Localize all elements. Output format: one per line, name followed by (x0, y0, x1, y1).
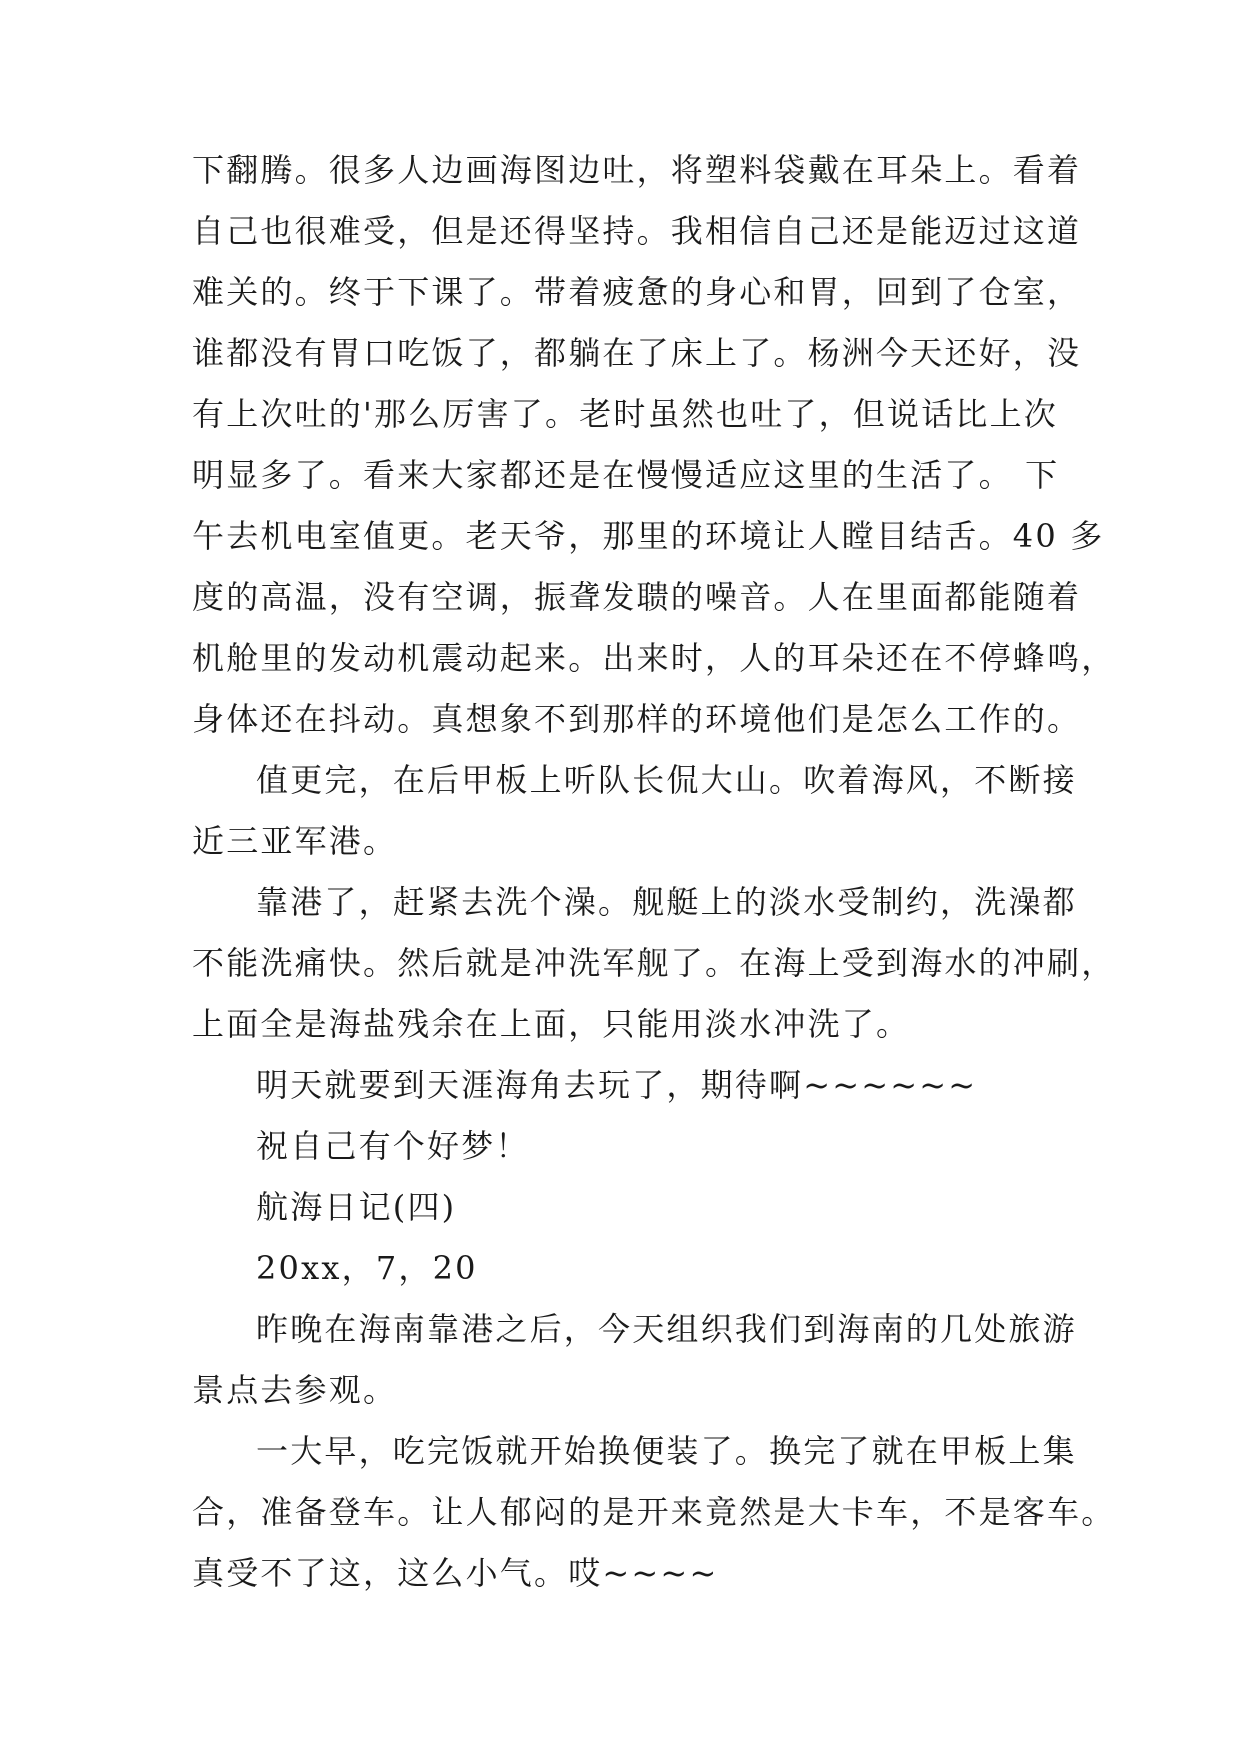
paragraph-start-line: 昨晚在海南靠港之后，今天组织我们到海南的几处旅游 (256, 1310, 1077, 1348)
diary-heading: 航海日记(四) (256, 1188, 457, 1226)
text-line: 午去机电室值更。老天爷，那里的环境让人瞠目结舌。40 多 (192, 517, 1105, 555)
text-line: 身体还在抖动。真想象不到那样的环境他们是怎么工作的。 (192, 700, 1082, 738)
text-line: 明显多了。看来大家都还是在慢慢适应这里的生活了。 下 (192, 456, 1060, 494)
paragraph-start-line: 靠港了，赶紧去洗个澡。舰艇上的淡水受制约，洗澡都 (256, 883, 1077, 921)
text-line: 近三亚军港。 (192, 822, 398, 860)
text-line: 自己也很难受，但是还得坚持。我相信自己还是能迈过这道 (192, 212, 1082, 250)
text-line: 不能洗痛快。然后就是冲洗军舰了。在海上受到海水的冲刷， (192, 944, 1116, 982)
text-line: 上面全是海盐残余在上面，只能用淡水冲洗了。 (192, 1005, 911, 1043)
text-line: 有上次吐的'那么厉害了。老时虽然也吐了，但说话比上次 (192, 395, 1058, 433)
text-line: 下翻腾。很多人边画海图边吐，将塑料袋戴在耳朵上。看着 (192, 151, 1082, 189)
paragraph-start-line: 值更完，在后甲板上听队长侃大山。吹着海风，不断接 (256, 761, 1077, 799)
text-line: 度的高温，没有空调，振聋发聩的噪音。人在里面都能随着 (192, 578, 1082, 616)
text-line: 真受不了这，这么小气。哎~~~~ (192, 1554, 719, 1592)
text-line: 机舱里的发动机震动起来。出来时，人的耳朵还在不停蜂鸣， (192, 639, 1116, 677)
paragraph-start-line: 祝自己有个好梦！ (256, 1127, 530, 1165)
text-line: 合，准备登车。让人郁闷的是开来竟然是大卡车，不是客车。 (192, 1493, 1116, 1531)
text-line: 难关的。终于下课了。带着疲惫的身心和胃，回到了仓室， (192, 273, 1082, 311)
text-line: 谁都没有胃口吃饭了，都躺在了床上了。杨洲今天还好，没 (192, 334, 1082, 372)
diary-date: 20xx，7，20 (256, 1249, 478, 1287)
paragraph-start-line: 明天就要到天涯海角去玩了，期待啊~~~~~~ (256, 1066, 978, 1104)
text-line: 景点去参观。 (192, 1371, 398, 1409)
paragraph-start-line: 一大早，吃完饭就开始换便装了。换完了就在甲板上集 (256, 1432, 1077, 1470)
